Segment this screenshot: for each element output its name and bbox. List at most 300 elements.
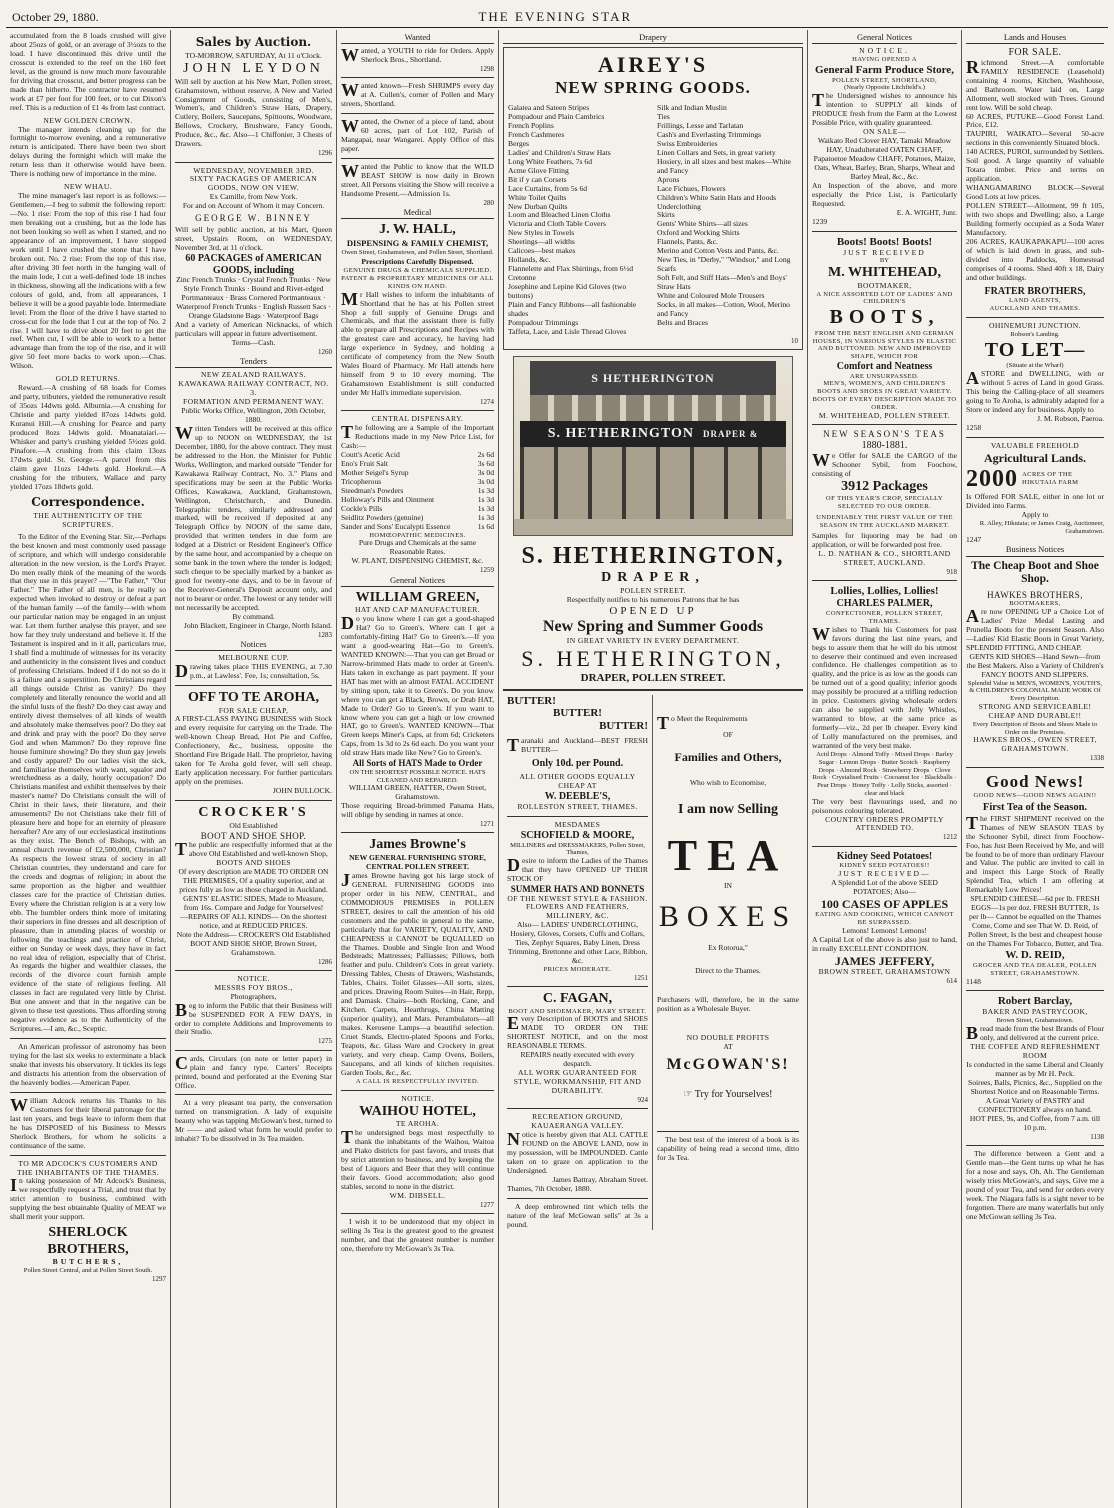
correspondence-heading: Correspondence.: [31, 494, 145, 509]
ad-number: 918: [946, 568, 957, 577]
column-7: [962, 30, 1108, 1508]
situate-wharf: (Situate at the Wharf): [1006, 362, 1064, 370]
offered-for-sale: Is Offered FOR SALE, either in one lot or Divided into Farms.: [966, 492, 1104, 511]
bread-text: Bread made from the best Brands of Flour only, and delivered at the current price.: [966, 1023, 1104, 1044]
auction-2-sub: SIXTY PACKAGES OF AMERICAN GOODS, NOW ON VIEW.: [189, 174, 318, 193]
good-news-again: GOOD NEWS—GOOD NEWS AGAIN!!: [973, 791, 1097, 799]
foy-text: Beg to inform the Public that their Business will be SUSPENDED FOR A FEW DAYS, in order to complete Additions and Improvements to their Studio.: [175, 999, 332, 1037]
notices-heading: Notices: [175, 639, 332, 651]
auction-2-tail: And a variety of American Nicknacks, of which particulars will appear in future advertisement.: [175, 320, 332, 339]
alley-craig: R. Alley, Hikutaia; or James Craig, Auctioneer, Grahamstown.: [979, 520, 1104, 535]
for-sale: FOR SALE.: [1008, 47, 1062, 59]
seed-potatoes: A Splendid Lot of the above SEED POTATOES; Also—: [831, 878, 938, 897]
issue-date: October 29, 1880.: [12, 9, 99, 24]
boots-variety: MEN'S, WOMEN'S, AND CHILDREN'S BOOTS AND SHOES IN GREAT VARIETY. BOOTS OF EVERY DESCRIPTION MADE TO ORDER.: [812, 380, 957, 411]
list-item: Lace Curtains, from 5s 6d: [508, 183, 588, 193]
divider: [341, 1090, 494, 1091]
fagan-name: C. FAGAN,: [542, 991, 613, 1007]
list-item: Aprons: [657, 174, 680, 184]
ad-number: 1298: [480, 64, 494, 73]
first-value: UNDENIABLY THE FIRST VALUE OF THE SEASON IN THE AUCKLAND MARKET.: [816, 513, 953, 529]
whitehead-signature: M. WHITEHEAD, POLLEN STREET.: [818, 410, 951, 420]
fagan-text: Every Description of BOOTS and SHOES MADE TO ORDER ON THE SHORTEST NOTICE, and on the most REASONABLE TERMS.: [507, 1013, 648, 1051]
hawkes-text: Are now OPENING UP a Choice Lot of Ladies' Prize Medal Lasting and Prunella Boots for the present Season. Also—Ladies' Kid Elastic Boots in Great Variety, SPLENDID FITTING, AND CHEAP.: [966, 606, 1104, 652]
goods-list-right: [657, 104, 798, 337]
tea-no-double: NO DOUBLE PROFITS: [686, 1033, 770, 1043]
lollies-heading: Lollies, Lollies, Lollies!: [830, 585, 939, 598]
on-sale: ON SALE—: [863, 127, 906, 137]
crockers-boots: BOOTS AND SHOES: [216, 858, 291, 868]
tea-paragraph: I wish it to be understood that my object in selling 3s Tea is the greatest good to the greatest number, and that the greatest number is number one, therefore try McGowan's 3s Tea.: [341, 1216, 494, 1253]
ad-number: 1274: [480, 398, 494, 407]
sales-by-auction-heading: Sales by Auction.: [195, 35, 312, 49]
column-5: [653, 695, 803, 1230]
cheese-eggs: SPLENDID CHEESE—6d per lb. FRESH EGGS—1s per doz. FRESH BUTTER, 1s per lb— Cannot be equalled on the Thames: [968, 894, 1102, 922]
price-row: Sander and Sons' Eucalypti Essence 1s 6d: [341, 521, 494, 531]
divider: [175, 1050, 332, 1051]
tender-signature: John Blackett, Engineer in Charge, North Island.: [183, 620, 332, 630]
cargo-text: We Offer for SALE the CARGO of the Schooner Sybil, from Foochow, consisting of: [812, 449, 957, 478]
wanted-1: Wanted, a YOUTH to ride for Orders. Apply Sherlock Bros., Shortland.: [341, 45, 494, 66]
tender-text: Written Tenders will be received at this office up to NOON on WEDNESDAY, the 1st December, 1880, for the above contract. They must be addressed to the Hon. the Minister for Public Works, Wellington, and marked outside "Tender for Kawakawa Railway Contract, No. 3." Plans and specifications may be seen at the Public Works Offices, Kawakawa, Auckland, Grahamstown, Wellington, Christchurch, and Dunedin. Telegraphic tenders, similarly addressed and marked, will be received if deposited at any Telegraph Office by NOON of the same date, provided that written tenders in due form are lodged at a District or Resident Engineer's Office by the same hour, and accompanied by a cheque on some bank in the town where the tender is lodged; such cheque to be specially marked by a banker as good for twenty-one days, and to be in favour of the Receiver-General's Deposit account only, and not to bearer or order. The lowest or any tender will not necessarily be accepted.: [175, 422, 332, 612]
auction-2-ex: Ex Camille, from New York.: [209, 192, 298, 202]
hall-prescriptions: Prescriptions Carefully Dispensed.: [361, 257, 474, 267]
divider: [507, 1108, 648, 1109]
acres-number: 2000: [966, 465, 1018, 492]
ad-number: 1259: [480, 566, 494, 575]
list-item: Merino and Cotton Vests and Pants, &c.: [657, 246, 779, 256]
list-item: Linen Collars and Sets, in great variety: [657, 147, 776, 157]
farm-opposite: (Nearly Opposite Litchfield's.): [844, 84, 925, 92]
tea-party-paragraph: At a very pleasant tea party, the conversation turned on transmigration. A lady of exquisite beauty who was tapping McGowan's best, turned to Mr —— and asked what form he would prefer to inhabit? To be dissolved in 3s Tea maiden.: [175, 1098, 333, 1144]
fagan-sub: BOOT AND SHOEMAKER, MARY STREET.: [508, 1007, 647, 1015]
wanted-3: Wanted, the Owner of a piece of land, about 60 acres, part of Lot 102, Parish of Mangapai, near Wangarei. Apply Office of this paper.: [341, 116, 494, 153]
butchers: BUTCHERS,: [52, 1257, 124, 1267]
farm-inspection: An Inspection of the above, and more especially the Price List, is Particularly Requested.: [812, 180, 957, 208]
hetherington-notice: Respectfully notifies to his numerous Patrons that he has: [566, 594, 740, 604]
divider: [966, 990, 1104, 991]
reid-name: W. D. REID,: [1005, 949, 1065, 961]
nathan-signature: L. D. NATHAN & CO., SHORTLAND STREET, AUCKLAND.: [818, 549, 951, 568]
list-item: Frillings, Lesse and Tarlatan: [657, 120, 744, 130]
hetherington-address: DRAPER, POLLEN STREET.: [580, 671, 726, 684]
lemons-text: A Capital Lot of the above is also just to hand, in really EXCELLENT CONDITION.: [812, 934, 957, 953]
tea-families: Families and Others,: [674, 750, 782, 765]
try-for-yourselves: ☞ Try for Yourselves!: [683, 1088, 773, 1100]
hawkes-signature: HAWKES BROS., OWEN STREET, GRAHAMSTOWN.: [973, 735, 1097, 754]
apply-to: Apply to: [1021, 510, 1049, 520]
auction-2-terms: Terms—Cash.: [231, 338, 276, 347]
william-green-signature: WILLIAM GREEN, HATTER, Owen Street, Grahamstown.: [348, 783, 487, 802]
divider: [503, 689, 803, 691]
recreation-ground-date: Thames, 7th October, 1880.: [507, 1183, 592, 1193]
column-1: [6, 30, 171, 1508]
farm-address: POLLEN STREET, SHORTLAND,: [831, 76, 938, 84]
astronomy-paragraph: An American professor of astronomy has been trying for the last six weeks to exterminate a black snake that invests his observatory. It tickles its legs and distracts his attention from the observation of the heavenly bodies.—American Paper.: [10, 1042, 166, 1087]
schofield-sub: MILLINERS and DRESSMAKERS, Pollen Street, Thames,: [510, 841, 645, 857]
tender-heading-1: NEW ZEALAND RAILWAYS.: [200, 370, 307, 380]
butter-price: Only 10d. per Pound.: [531, 758, 624, 770]
divider: [175, 1094, 332, 1095]
ad-number: 1247: [966, 534, 982, 544]
waihou-hotel-signature: WM. DIBSELL.: [389, 1190, 446, 1200]
divider: [10, 1155, 166, 1156]
hall-patent: PATENT & PROPRIETARY MEDICINES OF ALL KINDS ON HAND.: [341, 275, 494, 290]
tea-of: OF: [723, 730, 733, 740]
storefront-verandah: [514, 519, 792, 535]
column-3: [337, 30, 499, 1508]
hetherington-draper: DRAPER,: [601, 570, 705, 586]
list-item: Long White Feathers, 7s 6d: [508, 156, 593, 166]
heading-new-golden-crown: NEW GOLDEN CROWN.: [43, 115, 133, 125]
hot-pies: HOT PIES, 9s, and Coffee, from 7 a.m. till 10 p.m.: [969, 1113, 1101, 1132]
divider: [10, 1038, 166, 1039]
tea-economise: Who wish to Economise,: [689, 777, 767, 787]
lower-split: [503, 695, 803, 1230]
sherlock-brothers: SHERLOCK BROTHERS,: [47, 1225, 129, 1257]
business-notices-heading: Business Notices: [966, 544, 1104, 556]
hetherington-footer: S. HETHERINGTON,: [521, 645, 785, 671]
butter-goods: ALL OTHER GOODS EQUALLY CHEAP AT: [519, 772, 636, 791]
column-2: [171, 30, 337, 1508]
land-agents: LAND AGENTS,: [1008, 297, 1062, 305]
boots-heading: Boots! Boots! Boots!: [836, 235, 933, 248]
tender-heading-2: KAWAKAWA RAILWAY CONTRACT, NO. 3.: [178, 379, 329, 398]
recreation-ground-text: Notice is hereby given that ALL CATTLE FOUND on the ABOVE LAND, now in my possession, will be IMPOUNDED. Cattle taken on to graze on application to the Undersigned.: [507, 1129, 648, 1175]
mcgowan-paragraph: A deep embrowned tint which tells the nature of the leaf McGowan sells" at 3s a pound.: [507, 1201, 648, 1229]
new-spring-goods: NEW SPRING GOODS.: [555, 77, 751, 97]
list-item: Belts and Braces: [657, 317, 709, 327]
newest-style: OF THE NEWEST STYLE & FASHION.: [507, 893, 648, 903]
farm-produce-store: General Farm Produce Store,: [815, 63, 954, 76]
ad-number: 1296: [318, 149, 332, 158]
william-green-text: Do you know where I can get a good-shaped Hat? Go to Green's. Where can I get a comfortably-fitting Hat? Go to Green's.—If you want a good-wearing Hat—Go to Green's. WANTED KNOWN:—That you can get Broad or Narrow-brimmed Hats made to order at Green's. Hats taken in exchange as part payment. If your HAT has met with an almost FATAL ACCIDENT by sitting upon, take it to Green's. Do you know where you can get a Black, Brown, or Drab HAT, Made to Order? Go to Green's. If you want to know where you can get a high or low crowned HAT, go to Green's. WANTED KNOWN—That Green keeps Miner's Caps, at from 6d; Cricketers Caps, from 1s 3d to 2s 6d each. Do you want your old straw Hats made like New? Go to Green's.: [341, 613, 494, 758]
divider: [175, 970, 332, 971]
central-dispensary-heading: CENTRAL DISPENSARY.: [371, 414, 464, 424]
foy-sub: Photographers,: [230, 991, 277, 1001]
tea-boxes: BOXES: [658, 899, 798, 933]
ad-number: 1251: [634, 973, 648, 982]
robson-signature: J. M. Robson, Paeroa.: [1037, 413, 1104, 423]
ad-number: 1212: [943, 833, 957, 842]
just-received: JUST RECEIVED—: [838, 869, 931, 879]
butter-1: BUTTER!: [507, 694, 556, 707]
crockers-repairs: —REPAIRS OF ALL KINDS— On the shortest notice, and at REDUCED PRICES.: [180, 911, 327, 930]
william-green-big: All Sorts of HATS Made to Order: [352, 758, 483, 769]
te-aroha-heading: OFF TO TE AROHA,: [188, 689, 319, 705]
list-item: Flannelette and Flax Shirtings, from 6½d: [508, 264, 634, 274]
samples-text: Samples for liquoring may be had on application, or will be forwarded post free.: [812, 531, 957, 550]
gent-paragraph: The difference between a Gent and a Gentle man—the Gent turns up what he has for a nose and says, Oh, Ah. The Gentleman wisely tries McGowan's, and says, Give me a pound of your Tea, and send for orders every week. The Niagara falls is a sight never to be forgotten. There are many waterfalls but only one McGowan selling 3s Tea.: [966, 1148, 1104, 1221]
tea-in: IN: [723, 880, 732, 890]
waihou-hotel-text: The undersigned begs most respectfully to thank the inhabitants of the Waihou, Waitoa and Piako districts for past favors, and trusts that by strict attention to business, and by keeping the best of Liquors and Beer that they will continue their favors. Good accommodation; also good stables, second to none in the district.: [341, 1127, 494, 1191]
list-item: Cash's and Everlasting Trimmings: [657, 129, 762, 139]
foy-heading: MESSRS FOY BROS.,: [214, 982, 293, 992]
list-item: Acme Glove Fitting: [508, 165, 569, 175]
tea-heading: TEA: [667, 831, 789, 881]
goods-lists: [508, 104, 798, 337]
crockers-shop: BOOT AND SHOE SHOP.: [200, 830, 307, 841]
baker-pastrycook: BAKER AND PASTRYCOOK,: [982, 1007, 1088, 1017]
list-item: Swiss Embroideries: [657, 138, 718, 148]
list-item: Bit if y can Corsets: [508, 174, 567, 184]
divider: [812, 231, 957, 232]
kidney-potatoes-sub: KIDNEY SEED POTATOES!!: [839, 862, 930, 870]
divider: [341, 113, 494, 114]
ad-number: 280: [483, 198, 494, 207]
storefront-roof-sign: S HETHERINGTON: [530, 361, 776, 395]
jeffery-address: BROWN STREET, GRAHAMSTOWN: [818, 966, 951, 976]
te-aroha-signature: JOHN BULLOCK.: [272, 786, 332, 796]
heading-new-whau: NEW WHAU.: [63, 182, 113, 192]
auction-2-account: For and on Account of Whom it may Concern.: [182, 201, 325, 211]
te-aroha-text: A FIRST-CLASS PAYING BUSINESS with Stock and every requisite for carrying on the Trade. The well-known Cheap Bread, Hot Pie and Coffee, Confectionery, &c., business, opposite the Shortland Fire Brigade Hall. The proprietor, having taken for Te Aroha gold fever, will sell cheap. Early application necessary. For further particulars apply on the premises.: [175, 714, 332, 787]
crockers-text-3: GENTS' ELASTIC SIDES, Made to Measure, from 16s. Compare and Judge for Yourselves!: [183, 893, 324, 912]
crockers-address: Note the Address— CROCKER'S Old Established BOOT AND SHOE SHOP, Brown Street, Grahamstown.: [176, 929, 331, 957]
melbourne-cup-text: Drawing takes place THIS EVENING, at 7.30 p.m., at Lawless'. Fee, 1s; consultation, 5s.: [175, 661, 332, 682]
gold-returns-text: Reward.—A crushing of 68 loads for Cornes and party, tributers, yielded the remunerative result of 35ozs 14dwts gold. Alburnia.—A crushing for Christie and party yielded 87ozs 14dwts gold. Kuranui Hill.—A crushing for Pearce and party produced 8ozs 14dwts gold. Moanataiari.—Whisker and party's crushing yielded 5½ozs gold. Pinafore.—A crushing from this claim 13ozs 17dwts gold. St. George.—A parcel from this claim gave 11ozs 14dwts gold. Hoekrul.—A crushing for the tributers, Wallace and party yielded 17ozs 18dwts gold.: [10, 383, 166, 491]
ad-number: 1275: [318, 1037, 332, 1046]
soirees: Soirees, Balls, Picnics, &c., Supplied on the Shortest Notice and on Reasonable Terms.: [968, 1077, 1102, 1096]
schofield-moore: SCHOFIELD & MOORE,: [520, 829, 635, 841]
come-and-see: Come, Come and see That W. D. Reid, of Pollen Street, Is the best and cheapest house on the Thames For Tobacco, Butter, and Tea.: [966, 921, 1104, 949]
list-item: Children's White Satin Hats and Hoods: [657, 192, 777, 202]
ad-number: 1260: [318, 347, 332, 356]
price-row: Tricopherous 3s 0d: [341, 476, 494, 486]
tea-rotorua: Ex Rotorua,": [708, 943, 748, 953]
hetherington-street: POLLEN STREET.: [620, 585, 686, 595]
sale-kaukapakapu: 206 ACRES, KAUKAPAKAPU—100 acres of which is laid down in grass, and sub-divided into Paddocks, Homestead comprises of 4 rooms. Shed 40ft x 18, Dairy and other buildings.: [966, 236, 1104, 282]
lands-houses-heading: Lands and Houses: [966, 32, 1104, 44]
list-item: Cretonne: [508, 273, 536, 283]
tender-office: Public Works Office, Wellington, 20th October, 1880.: [181, 406, 326, 424]
price-row: Coutt's Acetic Acid 2s 6d: [341, 450, 494, 460]
adcock-notice: William Adcock returns his Thanks to his Customers for their liberal patronage for the last ten years, and begs leave to inform them that he has DISPOSED of his Business to Messrs Sherlock Brothers, for whom he solicits a continuance of the same.: [10, 1094, 166, 1150]
divider: [812, 424, 957, 425]
jeffery-name: JAMES JEFFERY,: [834, 953, 935, 968]
reid-sub: GROCER AND TEA DEALER, POLLEN STREET, GRAHAMSTOWN.: [972, 961, 1098, 977]
boots-big: BOOTS,: [829, 306, 940, 329]
flavourings: The very best flavourings used, and no poisonous colouring tolerated.: [812, 796, 957, 815]
paper-title: THE EVENING STAR: [478, 8, 633, 24]
list-item: Galatea and Sateen Stripes: [508, 103, 590, 113]
crockers-text-2: Of every description are MADE TO ORDER ON THE PREMISES, Of a quality superior, and at prices fully as low as those charged in Auckland.: [178, 866, 329, 894]
crockers-text-1: The public are respectfully informed that at the above Old Established and well-known Shop,: [175, 839, 332, 860]
list-item: Silk and Indian Muslin: [657, 103, 727, 113]
pointing-hand-icon: ☞: [683, 1088, 695, 1100]
coffee-text: Is conducted in the same Liberal and Cleanly manner as by Mr H. Peck.: [966, 1059, 1104, 1078]
notice-heading: NOTICE.: [859, 46, 910, 56]
list-item: Hosiery, in all sizes and best makes—White and Fancy: [657, 156, 791, 175]
wanted-4: Wanted the Public to know that the WILD BEAST SHOW is now daily in Brown street. All Persons visiting the Show will receive a Handsome Present.—Admission 1s.: [341, 160, 494, 198]
waihou-hotel-sub: TE AROHA.: [395, 1119, 440, 1129]
pure-drugs: Pure Drugs and Chemicals at the same Reasonable Rates.: [358, 538, 477, 557]
frater-brothers: FRATER BROTHERS,: [984, 285, 1086, 297]
divider: [966, 317, 1104, 318]
acres-text: ACRES OF THE HIKUTAIA FARM: [1022, 471, 1079, 486]
william-green-sub: HAT AND CAP MANUFACTURER.: [354, 605, 481, 615]
sherlock-address: Pollen Street Central, and at Pollen Street South.: [23, 1267, 153, 1275]
best-test-paragraph: The best test of the interest of a book is its capability of being read a second time, ditto for 3s Tea.: [657, 1134, 799, 1162]
new-season-teas: NEW SEASON'S TEAS: [823, 429, 946, 440]
auction-1-heading: TO-MORROW, SATURDAY, At 11 o'Clock.: [185, 51, 322, 61]
season-year: 1880-1881.: [861, 440, 908, 452]
general-notices-heading: General Notices: [812, 32, 957, 44]
hall-name: J. W. HALL,: [379, 221, 456, 237]
hetherington-opened: OPENED UP: [609, 604, 697, 617]
price-row: Steedman's Powders 1s 3d: [341, 485, 494, 495]
list-item: Josephine and Lepine Kid Gloves (two buttons): [508, 282, 627, 301]
list-item: French Cashmeres: [508, 129, 565, 139]
divider: [812, 846, 957, 847]
list-item: Flannels, Pants, &c.: [657, 237, 718, 247]
strong-serviceable: STRONG AND SERVICEABLE! CHEAP AND DURABLE!!: [978, 701, 1092, 720]
butter-text: Taranaki and Auckland—BEST FRESH BUTTER—: [507, 735, 648, 756]
ad-number: 1148: [966, 976, 981, 986]
auction-2-list: Zinc French Trunks · Crystal French Trunks · New Style French Trunks · Bound and Rivet-edged Portmanteaux · Brass Cornered Portmanteaux · Waterproof French Trunks · English Russett Sacs · Orange Gladstone Bags · Waterproof Bags: [176, 275, 331, 321]
ad-number: 1283: [318, 630, 332, 639]
sale-puroi: 140 ACRES, PUROI, surrounded by Settlers. Soil good. A large quantity of valuable Totara timber. Price and terms on application.: [966, 147, 1104, 184]
hetherington-variety: IN GREAT VARIETY IN EVERY DEPARTMENT.: [566, 635, 740, 645]
lolly-list: Acid Drops · Almond Toffy · Mixed Drops · Barley Sugar · Lemon Drops · Butter Scotch · Raspberry Drops · Almond Rock · Strawberry Drops · Clove Rock · Crystalised Fruits · Cocoanut Ice · Blackballs · Pear Drops · Honey Toffy · Lolly Sticks, assorted · clear and black: [812, 751, 957, 797]
comfort-neatness: Comfort and Neatness: [836, 360, 933, 372]
agricultural-lands: Agricultural Lands.: [983, 450, 1086, 465]
auction-2-text: Will sell by public auction, at his Mart, Queen street, Upstairs Room, on WEDNESDAY, November 3rd, at 11 o'clock.: [175, 224, 332, 252]
general-notices-heading: General Notices: [341, 575, 494, 587]
divider: [175, 685, 332, 686]
bootmakers: BOOTMAKERS,: [1009, 600, 1061, 608]
list-item: White Toilet Quilts: [508, 192, 567, 202]
james-browne-sub: NEW GENERAL FURNISHING STORE, CENTRAL POLLEN STREET.: [349, 853, 486, 871]
kidney-potatoes-heading: Kidney Seed Potatoes!: [836, 850, 933, 862]
list-item: New Ties, in "Derby," "Windsor," and Long Scarfs: [657, 255, 791, 274]
butter-2: BUTTER!: [553, 707, 602, 720]
ad-number: 924: [637, 1096, 648, 1105]
list-item: Ties: [657, 111, 670, 121]
list-item: Gents' White Shirts—all sizes: [657, 219, 748, 229]
divider: [10, 1092, 166, 1093]
tea-selling: I am now Selling: [678, 801, 778, 817]
to-let: TO LET—: [984, 338, 1086, 361]
tea-at: AT: [723, 1042, 733, 1052]
masthead: [6, 6, 1108, 28]
ad-number: 1277: [480, 1200, 494, 1209]
sale-whangamarino: WHANGAMARINO BLOCK—Several Good Lots at low prices.: [966, 183, 1104, 202]
price-row: Cockle's Pills 1s 3d: [341, 503, 494, 513]
country-orders: COUNTRY ORDERS PROMPTLY ATTENDED TO.: [825, 814, 944, 833]
divider: [341, 832, 494, 833]
lemons: Lemons! Lemons! Lemons!: [842, 925, 927, 935]
tea-direct: Direct to the Thames.: [695, 966, 761, 976]
golden-crown-text: The manager intends cleaning up for the fortnight to-morrow evening, and a remunerative return is anticipated. There have been two short delays during the fortnight which will make the return less than it otherwise would have been. There is nothing new of importance in the mine.: [10, 124, 166, 179]
auckland-thames: AUCKLAND AND THAMES.: [989, 305, 1081, 313]
price-row: Eno's Fruit Salt 3s 6d: [341, 459, 494, 469]
palmer-text: Wishes to Thank his Customers for past favors during the last nine years, and begs to assure them that he will do his utmost to deserve their continued and even increased confidence. He challenges competition as to quality, and the price is as low as the goods can be turned out of a good quality; inferior goods may possibly be procured at a trifling reduction in price. Customers giving wholesale orders can also be supplied with Jelly Whistles, warranted to blow, at the same price as formerly—viz., 2d per lb cheaper. Every kind of Lolly manufactured on the premises, and warranted of the very best make.: [812, 623, 957, 751]
apples: 100 CASES OF APPLES: [820, 897, 949, 912]
james-browne-text: James Browne having got his large stock of GENERAL FURNISHING GOODS into proper order in his NEW, CENTRAL, and COMMODIOUS PREMISES in POLLEN STREET, desires to call the attention of his old customers and the public in general to the same, particularly that for VARIETY, QUALITY, AND CHEAPNESS it CANNOT be EQUALLED on the Thames. Double and Single Iron and Wood Bedsteads; Mattresses; Palliasses; Pillows, both feather and pulu. Children's Cots in great variety. Dressing Tables, Chests of Drawers, Washstands, Tables, Chairs. Toilet Glasses—All sorts, sizes, and prices. Drawing Room Suites—in Hair, Repp, and Damask. Chairs—both Rocking, Cane, and Kitchen. Carpets, Hearthrugs, China Matting (superior quality), and Mats. Perambulators—all makes. Kerosene Lamps—a beautiful selection. Cruet Stands, Electro-plated Spoons and Forks, Teapots, &c. Glass Ware and Crockery in great variety, and very cheap. Camp Ovens, Boilers, Saucepans, and all kinds of kitchen requisites. Garden Tools, &c., &c.: [341, 869, 494, 1077]
william-green-notice: ON THE SHORTEST POSSIBLE NOTICE. HATS CLEANED AND REPAIRED.: [349, 768, 486, 784]
auction-1-text: Will sell by auction at his New Mart, Pollen street, Grahamstown, without reserve, A New and Varied Consignment of Goods, consisting of Men's, Women's, and Children's Straw Hats, Drapery, Cutlery, Boilers, Saucepans, Spittoons, Woodware, Bellows, Crockery, Brushware, Fancy Goods, Produce, &c., &c. Also—1 Chiffonier, 3 Chests of Drawers.: [175, 76, 332, 149]
deeble-address: ROLLESTON STREET, THAMES.: [517, 801, 638, 811]
list-item: Pompadour and Plain Cambrics: [508, 111, 605, 121]
ad-number: 1138: [1090, 1132, 1104, 1141]
splendid-value: Splendid Value in MEN'S, WOMEN'S, YOUTH'S, & CHILDREN'S COLONIAL MADE WORK Of Every Description.: [967, 679, 1103, 703]
list-item: Calicoes—best makes: [508, 246, 576, 256]
packages-count: 3912 Packages: [841, 478, 928, 494]
price-list: [341, 451, 494, 532]
having-opened: HAVING OPENED A: [852, 55, 917, 63]
auctioneer-binney: GEORGE W. BINNEY: [195, 213, 312, 224]
hall-address: Owen Street, Grahamstown, and Pollen Street, Shortland.: [341, 248, 494, 256]
underclothing: Also— LADIES' UNDERCLOTHING, Hosiery, Gloves, Corsets, Cuffs and Collars, Ties, Zephyr Squares, Baby Linen, Dress Trimming, Brettonne and other Lace, Ribbon, &c.: [507, 920, 648, 966]
fagan-guarantee: ALL WORK GUARANTEED FOR STYLE, WORKMANSHIP, FIT AND DURABILITY.: [513, 1068, 642, 1096]
cheap-boot-shop: The Cheap Boot and Shoe Shop.: [971, 559, 1099, 586]
list-item: Straw Hats: [657, 282, 691, 292]
divider: [175, 162, 332, 163]
sale-richmond: Richmond Street.—A comfortable FAMILY RESIDENCE (Leasehold) containing 4 rooms, Kitchen, Washhouse, and Bathroom. Water laid on, Large Allotment, well stocked with Trees. Ground rent low. Will be sold cheap.: [966, 56, 1104, 112]
tea-requirements: To Meet the Requirements: [657, 712, 748, 733]
price-row: Mother Seigel's Syrup 3s 0d: [341, 468, 494, 477]
heading-gold-returns: GOLD RETURNS.: [55, 374, 121, 384]
plant-signature: W. PLANT, DISPENSING CHEMIST, &c.: [351, 556, 484, 566]
farm-items: Waikato Red Clover HAY, Tamaki Meadow HAY, Unadulterated OATEN CHAFF, Papatoetoe Meadow CHAFF, Potatoes, Maize, Oats, Wheat, Barley, Bran, Sharps, Wheat and Barley Meal, &c., &c.: [813, 136, 956, 181]
ohinemuri-junction: OHINEMURI JUNCTION.: [989, 320, 1081, 330]
ad-number: 1338: [1090, 754, 1104, 763]
william-green-name: WILLIAM GREEN,: [355, 589, 480, 605]
divider: [507, 1198, 648, 1199]
mesdames: MESDAMES: [554, 819, 601, 829]
divider: [341, 77, 494, 78]
ad-number: 614: [946, 976, 957, 985]
palmer-name: CHARLES PALMER,: [836, 598, 933, 610]
palmer-sub: CONFECTIONER, POLLEN STREET, THAMES.: [826, 610, 943, 625]
valuable-freehold: VALUABLE FREEHOLD: [990, 440, 1080, 450]
airey-advertisement: [503, 47, 803, 350]
eating-cooking: EATING AND COOKING, WHICH CANNOT BE SURPASSED.: [815, 911, 954, 926]
waihou-hotel-heading: WAIHOU HOTEL,: [359, 1103, 476, 1119]
list-item: Skirts: [657, 210, 675, 220]
cards-notice: Cards, Circulars (on note or letter paper) in plain and fancy type. Carters' Receipts printed, bound and perforated at the Evening Star Office.: [175, 1052, 332, 1090]
list-item: Soft Felt, and Stiff Hats—Men's and Boys': [657, 273, 787, 283]
prices-moderate: PRICES MODERATE.: [543, 966, 612, 974]
mining-report-continued: accumulated from the 8 loads crushed will give about 25ozs of gold, or an average of 3½ozs to the load. I have discontinued this drive until the crosscut is extended to the reef on the 160 feet level, as the ground is now much more favourable for driving that crosscut, and better progress can be made than hitherto. The contractor have resumed work at £7 per foot for 100 feet, or to cut Dixon's reef. This is a reduction of £1 4s from last contract.: [10, 31, 166, 112]
divider: [966, 1145, 1104, 1146]
summer-hats: SUMMER HATS AND BONNETS: [510, 883, 645, 894]
hall-text: Mr Hall wishes to inform the inhabitants of Shortland that he has at his Pollen street Shop a full supply of Genuine Drugs and Chemicals, and that the assistant there is fully able to prepare all Prescriptions and Recipes with the greatest care and accuracy, he having had large experience in Sydney, and holding a certificate of competency from the New South Wales Board of Pharmacy. Mr Hall attends here himself from 9 to 10 every morning. The Grahamstown Establishment is still conducted under Mr Hall's immediate supervision.: [341, 288, 494, 398]
tenders-heading: Tenders: [175, 356, 332, 368]
list-item: French Poplins: [508, 120, 554, 130]
hall-drugs: GENUINE DRUGS & CHEMICALS SUPPLIED.: [343, 267, 492, 275]
farm-signature: E. A. WIGHT, Junr.: [896, 207, 957, 217]
airey-title: AIREY'S: [597, 52, 709, 78]
list-item: Plain and Fancy Ribbons—all fashionable shades: [508, 299, 637, 318]
auction-2-sixty: 60 PACKAGES of AMERICAN GOODS, including: [185, 252, 322, 276]
columns: [6, 30, 1108, 1508]
price-row: Seidlitz Powders (genuine) 1s 3d: [341, 512, 494, 522]
list-item: Sheetings—all widths: [508, 237, 575, 247]
list-item: Lace Fichues, Flowers: [657, 183, 726, 193]
adcock-customers-heading: TO MR ADCOCK'S CUSTOMERS AND THE INHABITANTS OF THE THAMES.: [16, 1158, 160, 1177]
storefront-sign: S. HETHERINGTON DRAPER &: [520, 421, 786, 447]
auctioneer-leydon: JOHN LEYDON: [183, 61, 324, 77]
adcock-customers-text: In taking possession of Mr Adcock's Business, we respectfully request a Trial, and trust that by strict attention to business, combined with supplying the best obtainable Quality of MEAT we shall merit your support.: [10, 1175, 166, 1222]
robsons-landing: Robson's Landing.: [1010, 330, 1060, 338]
divider: [657, 1131, 799, 1132]
divider: [966, 767, 1104, 768]
william-green-panama: Those requiring Broad-brimmed Panama Hats, will oblige by sending in names at once.: [341, 801, 494, 820]
ad-number: 1297: [152, 1275, 166, 1283]
goods-list-left: [508, 104, 649, 337]
